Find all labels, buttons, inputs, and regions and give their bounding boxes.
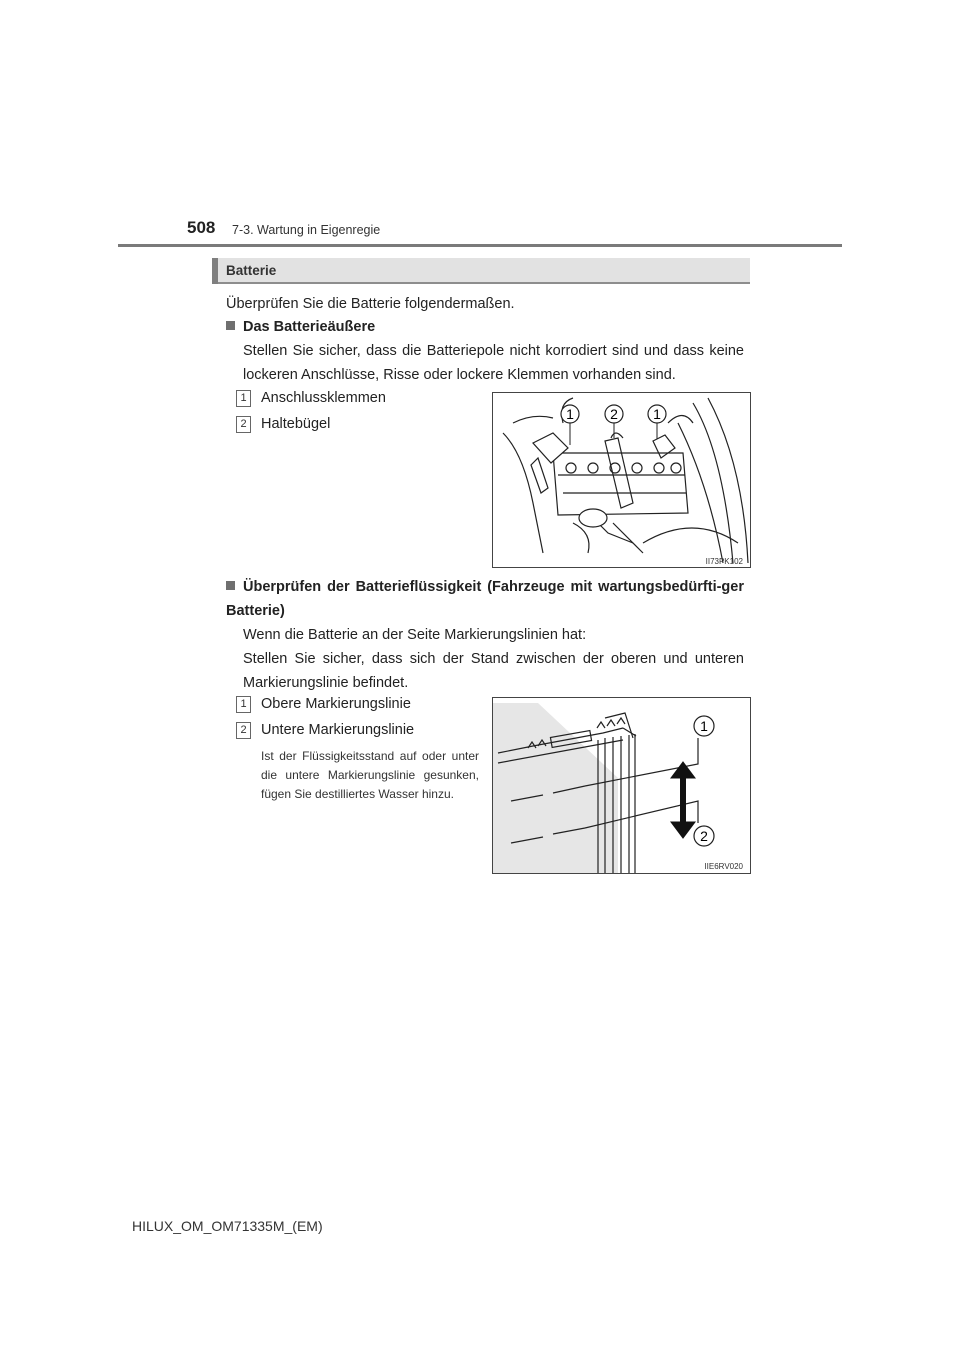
header-rule	[118, 244, 842, 247]
fluid-level-figure	[492, 697, 751, 874]
callout-label: 1	[700, 718, 708, 734]
battery-exterior-illustration	[493, 393, 750, 567]
callout-label: 2	[610, 406, 618, 422]
exterior-text: Stellen Sie sicher, dass die Batteriepole nicht korrodiert sind und dass keine lockeren Anschlüsse, Risse oder lockere Klemmen vorhanden sind.	[243, 343, 744, 383]
section-bar	[212, 258, 750, 284]
square-bullet-icon	[226, 321, 235, 330]
item-number: 1	[236, 696, 251, 713]
figure-code: IIE6RV020	[704, 862, 743, 871]
intro-text: Überprüfen Sie die Batterie folgendermaßen.	[226, 296, 515, 312]
item-label: Anschlussklemmen	[261, 390, 386, 406]
figure-code: II73PK102	[705, 557, 743, 566]
page-number: 508	[187, 218, 216, 237]
square-bullet-icon	[226, 581, 235, 590]
fluid-line-2: Stellen Sie sicher, dass sich der Stand zwischen der oberen und unteren Markierungslinie befindet.	[243, 651, 744, 691]
fluid-note: Ist der Flüssigkeitsstand auf oder unter die untere Markierungslinie gesunken, fügen Sie destilliertes Wasser hinzu.	[261, 749, 479, 801]
fluid-heading: Überprüfen der Batterieflüssigkeit (Fahrzeuge mit wartungsbedürfti-ger Batterie)	[226, 579, 744, 619]
item-number: 2	[236, 416, 251, 433]
section-title: Batterie	[226, 263, 277, 278]
chapter-title: 7-3. Wartung in Eigenregie	[232, 223, 381, 237]
callout-label: 2	[700, 828, 708, 844]
battery-exterior-figure	[492, 392, 751, 568]
item-label: Haltebügel	[261, 416, 331, 432]
fluid-level-illustration	[493, 698, 750, 873]
footer-doc-id: HILUX_OM_OM71335M_(EM)	[132, 1218, 323, 1234]
exterior-heading: Das Batterieäußere	[226, 315, 375, 339]
callout-label: 1	[653, 406, 661, 422]
item-number: 2	[236, 722, 251, 739]
section-accent	[212, 258, 218, 284]
item-label: Untere Markierungslinie	[261, 722, 415, 738]
item-label: Obere Markierungslinie	[261, 696, 411, 712]
item-number: 1	[236, 390, 251, 407]
callout-label: 1	[566, 406, 574, 422]
fluid-line-1: Wenn die Batterie an der Seite Markierungslinien hat:	[243, 627, 587, 643]
